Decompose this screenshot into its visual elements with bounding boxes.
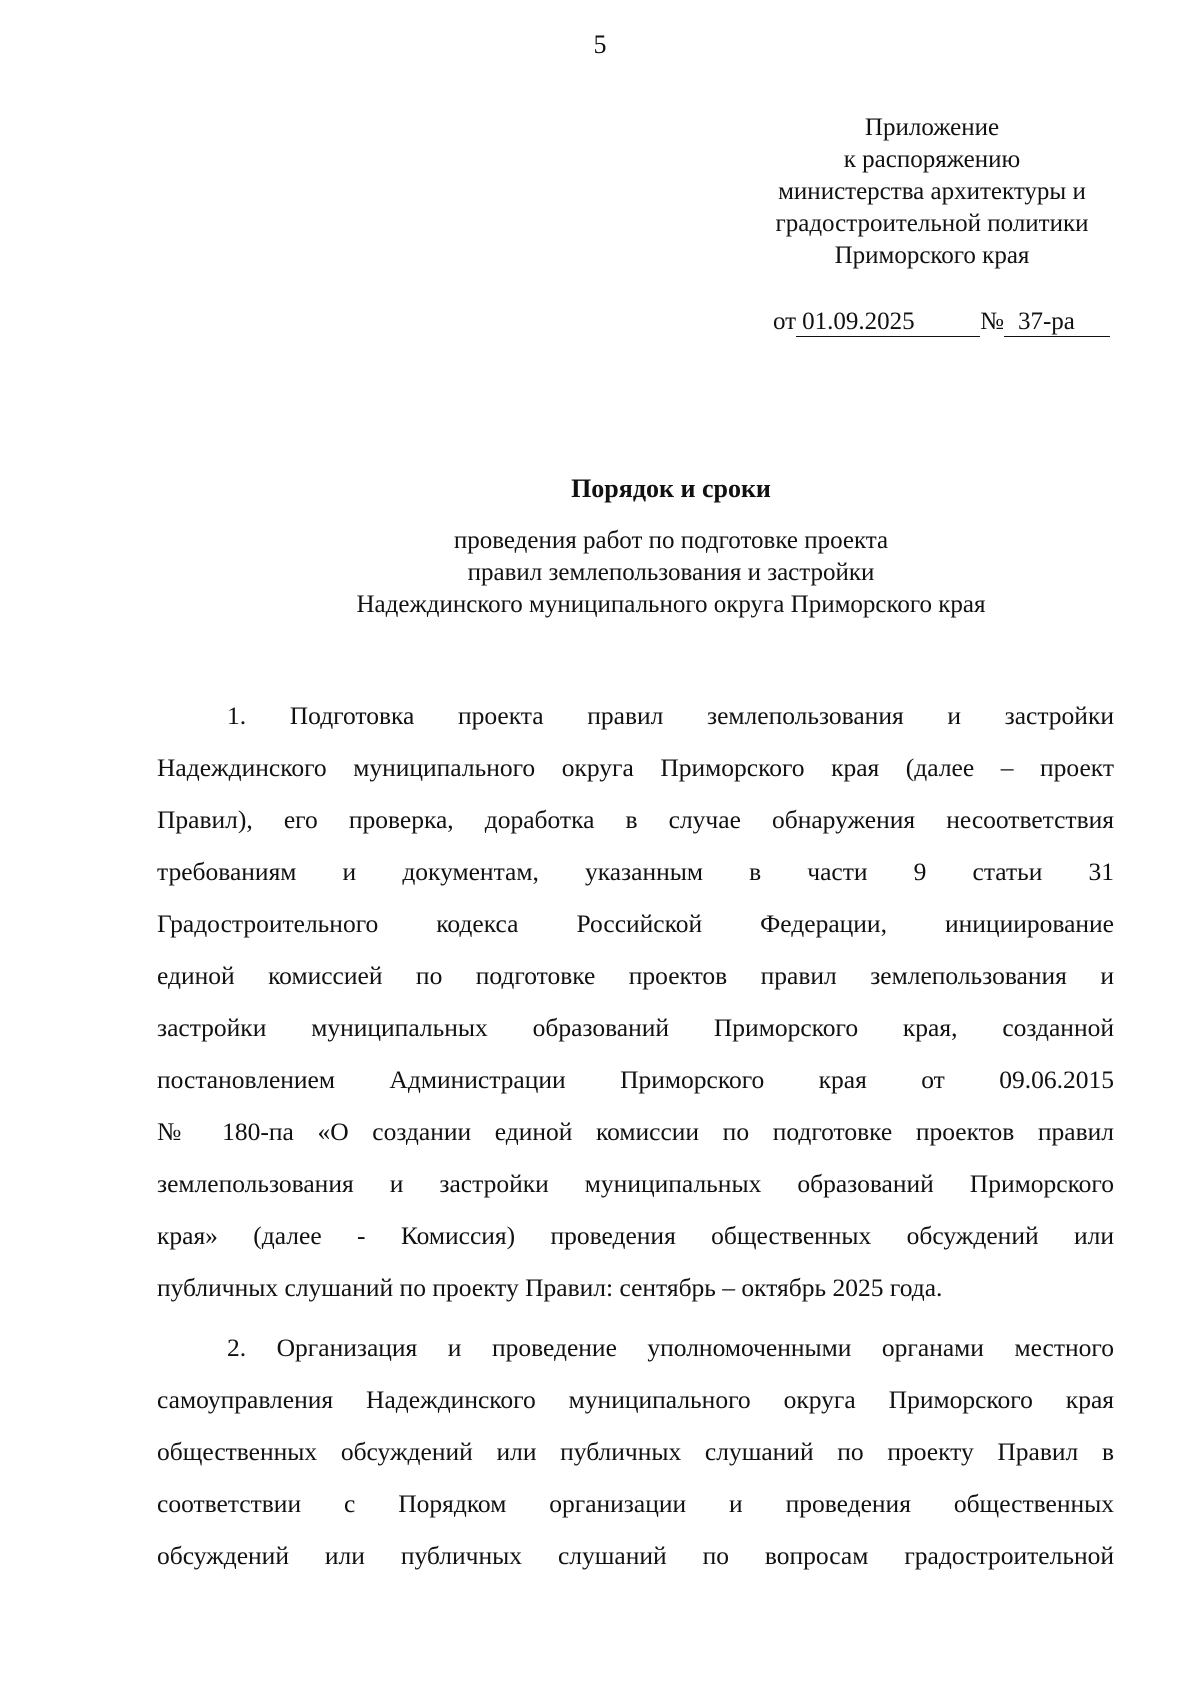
paragraph-line: края» (далее - Комиссия) проведения общественных обсуждений или [157, 1221, 1114, 1250]
paragraph-line: 1. Подготовка проекта правил землепользования и застройки [227, 701, 1114, 730]
appendix-date-number [773, 308, 1110, 337]
paragraph-line: обсуждений или публичных слушаний по вопросам градостроительной [157, 1541, 1114, 1570]
document-title: Порядок и сроки [571, 474, 771, 503]
document-subtitle [0, 525, 1200, 621]
paragraph-line: Надеждинского муниципального округа Приморского края (далее – проект [157, 753, 1114, 782]
paragraph-line: Правил), его проверка, доработка в случае обнаружения несоответствия [157, 805, 1114, 834]
paragraph-line: застройки муниципальных образований Приморского края, созданной [157, 1013, 1114, 1042]
page-number: 5 [593, 30, 607, 59]
document-body [157, 690, 1114, 1582]
date-prefix: от [773, 308, 797, 335]
paragraph-line: 2. Организация и проведение уполномоченными органами местного [227, 1333, 1114, 1362]
paragraph-line: общественных обсуждений или публичных слушаний по проекту Правил в [157, 1437, 1114, 1466]
subtitle-line: правил землепользования и застройки [467, 559, 875, 586]
paragraph-2 [157, 1322, 1114, 1582]
appendix-line: Приморского края [834, 242, 1030, 269]
appendix-line: градостроительной политики [775, 210, 1089, 237]
number-prefix: № [980, 308, 1004, 335]
appendix-line: министерства архитектуры и [778, 178, 1086, 205]
paragraph-1 [157, 690, 1114, 1314]
appendix-line: Приложение [864, 114, 1000, 141]
appendix-header [740, 112, 1124, 272]
paragraph-line: Градостроительного кодекса Российской Федерации, инициирование [157, 909, 1114, 938]
subtitle-line: проведения работ по подготовке проекта [453, 527, 889, 554]
paragraph-line: требованиям и документам, указанным в части 9 статьи 31 [157, 857, 1114, 886]
paragraph-line: соответствии с Порядком организации и проведения общественных [157, 1489, 1114, 1518]
date-value: 01.09.2025 [796, 308, 980, 337]
number-value: 37-ра [1004, 308, 1110, 337]
paragraph-line: единой комиссией по подготовке проектов правил землепользования и [157, 961, 1114, 990]
paragraph-line: публичных слушаний по проекту Правил: сентябрь – октябрь 2025 года. [157, 1273, 943, 1302]
paragraph-line: постановлением Администрации Приморского края от 09.06.2015 [157, 1065, 1114, 1094]
paragraph-line: самоуправления Надеждинского муниципального округа Приморского края [157, 1385, 1114, 1414]
subtitle-line: Надеждинского муниципального округа Приморского края [356, 591, 986, 618]
appendix-line: к распоряжению [843, 146, 1021, 173]
paragraph-line: № 180-па «О создании единой комиссии по подготовке проектов правил [157, 1117, 1114, 1146]
paragraph-line: землепользования и застройки муниципальных образований Приморского [157, 1169, 1114, 1198]
